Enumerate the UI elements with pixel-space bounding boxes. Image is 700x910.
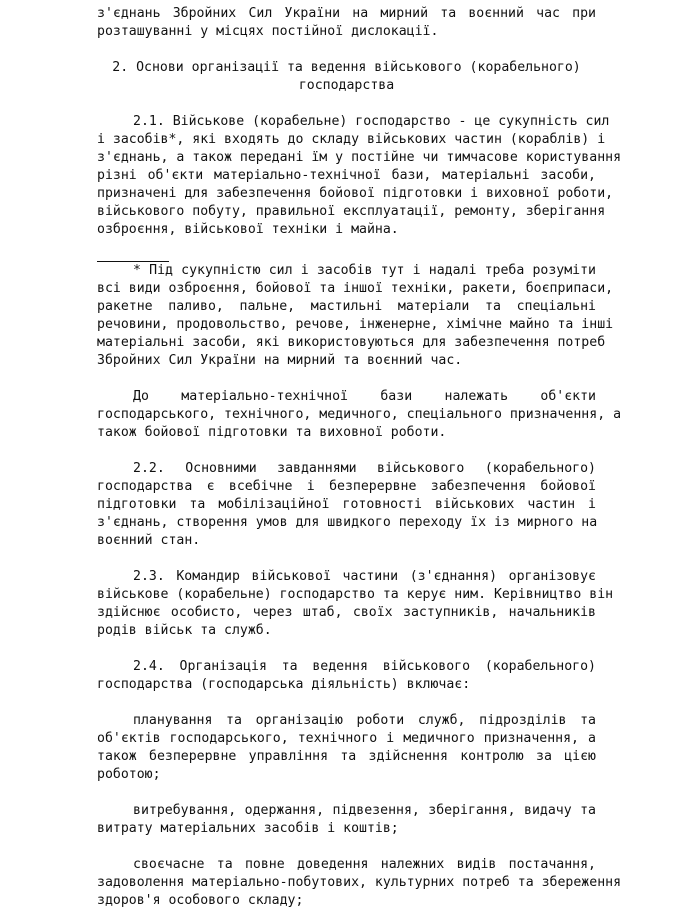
- text-line: 2.1. Військове (корабельне) господарство - це сукупність сил: [133, 114, 610, 129]
- text-line: матеріальні засоби, які використовуються для забезпечення потреб: [97, 335, 606, 350]
- text-line: 2.2. Основними завданнями військового (корабельного): [133, 461, 596, 476]
- section-heading: [97, 59, 596, 95]
- text-line: господарського, технічного, медичного, спеціального призначення, а: [97, 407, 622, 422]
- list-item-provision: [97, 856, 622, 910]
- text-line: витрату матеріальних засобів і коштів;: [97, 821, 399, 836]
- text-line: 2.3. Командир військової частини (з'єднання) організовує: [133, 569, 596, 584]
- text-line: всі види озброєння, бойової та іншої техніки, ракети, боєприпаси,: [97, 281, 614, 296]
- text-line: господарства (господарська діяльність) включає:: [97, 677, 471, 692]
- list-item-planning: [97, 712, 596, 784]
- footnote: [97, 262, 614, 370]
- text-line: також бойової підготовки та виховної роботи.: [97, 425, 447, 440]
- text-line: речовини, продовольство, речове, інженерне, хімічне майно та інші: [97, 317, 614, 332]
- text-line: здійснює особисто, через штаб, своїх заступників, начальників: [97, 605, 596, 620]
- text-line: розташуванні у місцях постійної дислокації.: [97, 24, 439, 39]
- text-line: озброєння, військової техніки і майна.: [97, 222, 399, 237]
- text-line: воєнний стан.: [97, 533, 201, 548]
- text-line: витребування, одержання, підвезення, зберігання, видачу та: [133, 803, 596, 818]
- intro-paragraph: [97, 5, 596, 41]
- text-line: своєчасне та повне доведення належних видів постачання,: [133, 857, 596, 872]
- text-line: До матеріально-технічної бази належать об'єкти: [133, 389, 596, 404]
- heading-line: 2. Основи організації та ведення військового (корабельного): [112, 60, 581, 75]
- paragraph-2-1: [97, 113, 622, 239]
- text-line: роботою;: [97, 767, 161, 782]
- text-line: військове (корабельне) господарство та керує ним. Керівництво він: [97, 587, 614, 602]
- text-line: з'єднань, створення умов для швидкого переходу їх із мирного на: [97, 515, 598, 530]
- heading-line: господарства: [298, 78, 395, 93]
- text-line: підготовки та мобілізаційної готовності військових частин і: [97, 497, 596, 512]
- text-line: призначені для забезпечення бойової підготовки і виховної роботи,: [97, 186, 614, 201]
- text-line: задоволення матеріально-побутових, культурних потреб та збереження: [97, 875, 622, 890]
- text-line: здоров'я особового складу;: [97, 893, 304, 908]
- text-line: Збройних Сил України на мирний та воєнний час.: [97, 353, 463, 368]
- text-line: військового побуту, правильної експлуатації, ремонту, зберігання: [97, 204, 606, 219]
- paragraph-2-2: [97, 460, 596, 550]
- text-line: і засобів*, які входять до складу військових частин (кораблів) і: [97, 132, 606, 147]
- list-item-supply: [97, 802, 596, 838]
- paragraph-base: [97, 388, 622, 442]
- text-line: господарства є всебічне і безперервне забезпечення бойової: [97, 479, 596, 494]
- text-line: планування та організацію роботи служб, підрозділів та: [133, 713, 596, 728]
- paragraph-2-4: [97, 658, 596, 694]
- text-line: з'єднань Збройних Сил України на мирний та воєнний час при: [97, 6, 596, 21]
- text-line: * Під сукупністю сил і засобів тут і надалі треба розуміти: [133, 263, 596, 278]
- text-line: також безперервне управління та здійснення контролю за цією: [97, 749, 596, 764]
- text-line: різні об'єкти матеріально-технічної бази, матеріальні засоби,: [97, 168, 596, 183]
- document-page: [97, 5, 622, 910]
- text-line: з'єднань, а також передані їм у постійне чи тимчасове користування: [97, 150, 622, 165]
- text-line: об'єктів господарського, технічного і медичного призначення, а: [97, 731, 596, 746]
- text-line: ракетне паливо, пальне, мастильні матеріали та спеціальні: [97, 299, 596, 314]
- paragraph-2-3: [97, 568, 614, 640]
- text-line: 2.4. Організація та ведення військового (корабельного): [133, 659, 596, 674]
- text-line: родів військ та служб.: [97, 623, 272, 638]
